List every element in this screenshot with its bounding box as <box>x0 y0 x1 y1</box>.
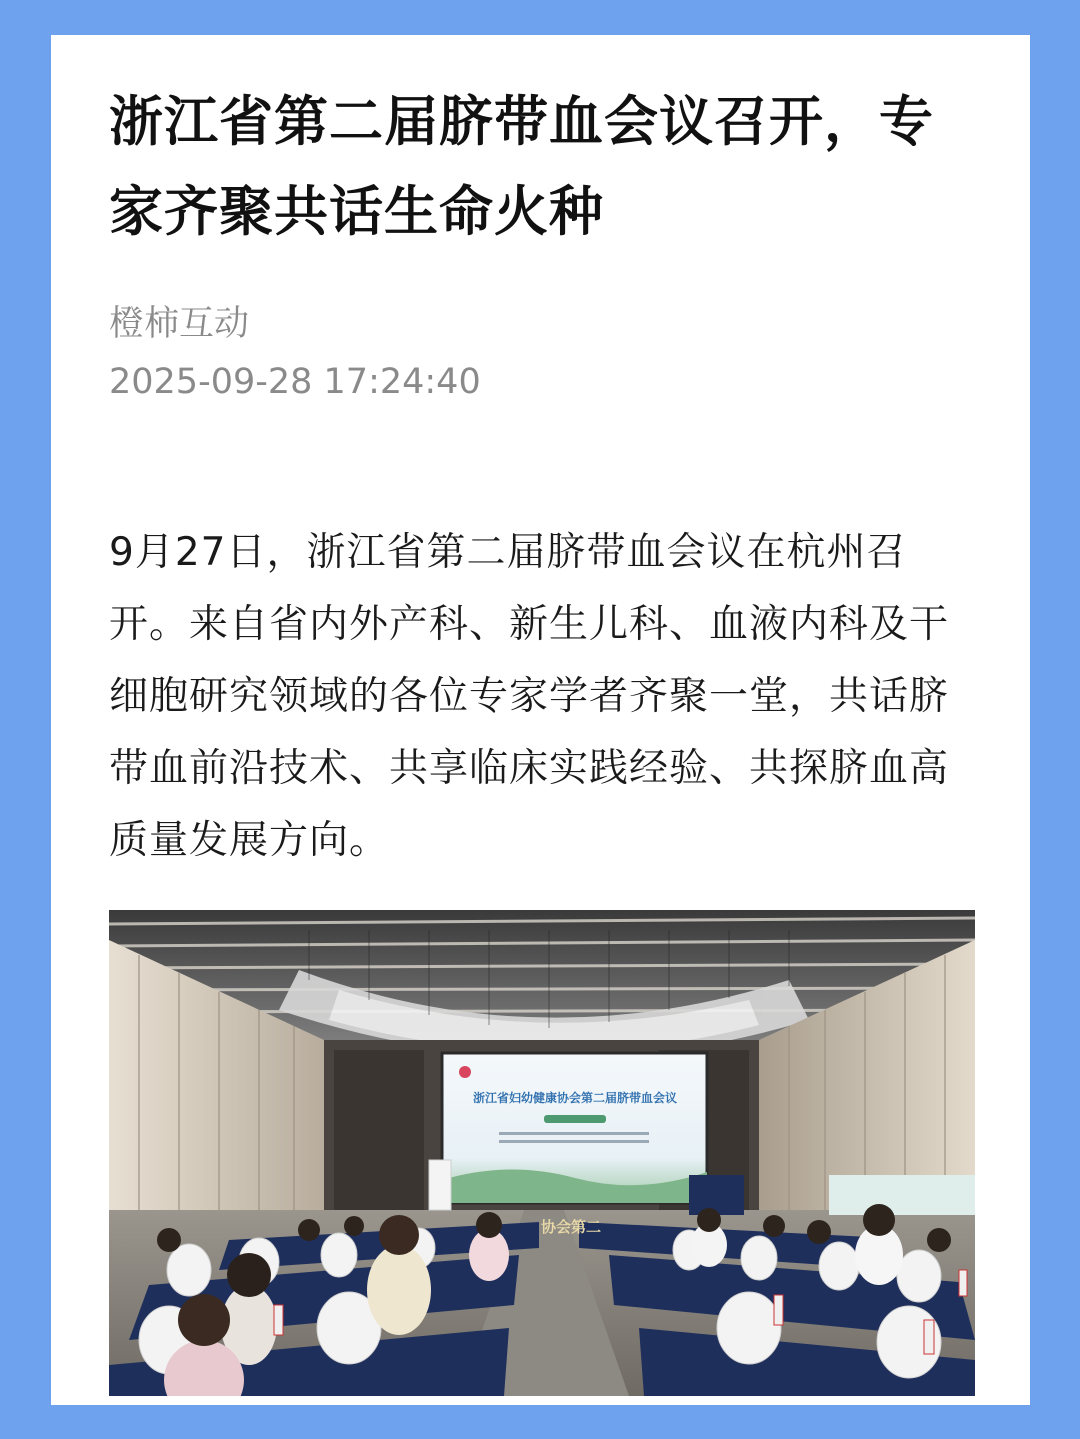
article-date: 2025-09-28 17:24:40 <box>109 362 481 402</box>
conference-photo[interactable] <box>109 910 975 1396</box>
article-title: 浙江省第二届脐带血会议召开，专家齐聚共话生命火种 <box>109 90 934 243</box>
screen-title: 浙江省妇幼健康协会第二届脐带血会议 <box>472 1091 678 1105</box>
article-author[interactable]: 橙柿互动 <box>109 304 250 344</box>
podium-text: 协会第二 <box>540 1218 602 1236</box>
article-card <box>51 35 1030 1405</box>
article-body: 9月27日，浙江省第二届脐带血会议在杭州召开。来自省内外产科、新生儿科、血液内科及干细胞研究领域的各位专家学者齐聚一堂，共话脐带血前沿技术、共享临床实践经验、共探脐血高质量发展方向。 <box>109 530 950 863</box>
conference-photo-illustration <box>109 910 975 1396</box>
